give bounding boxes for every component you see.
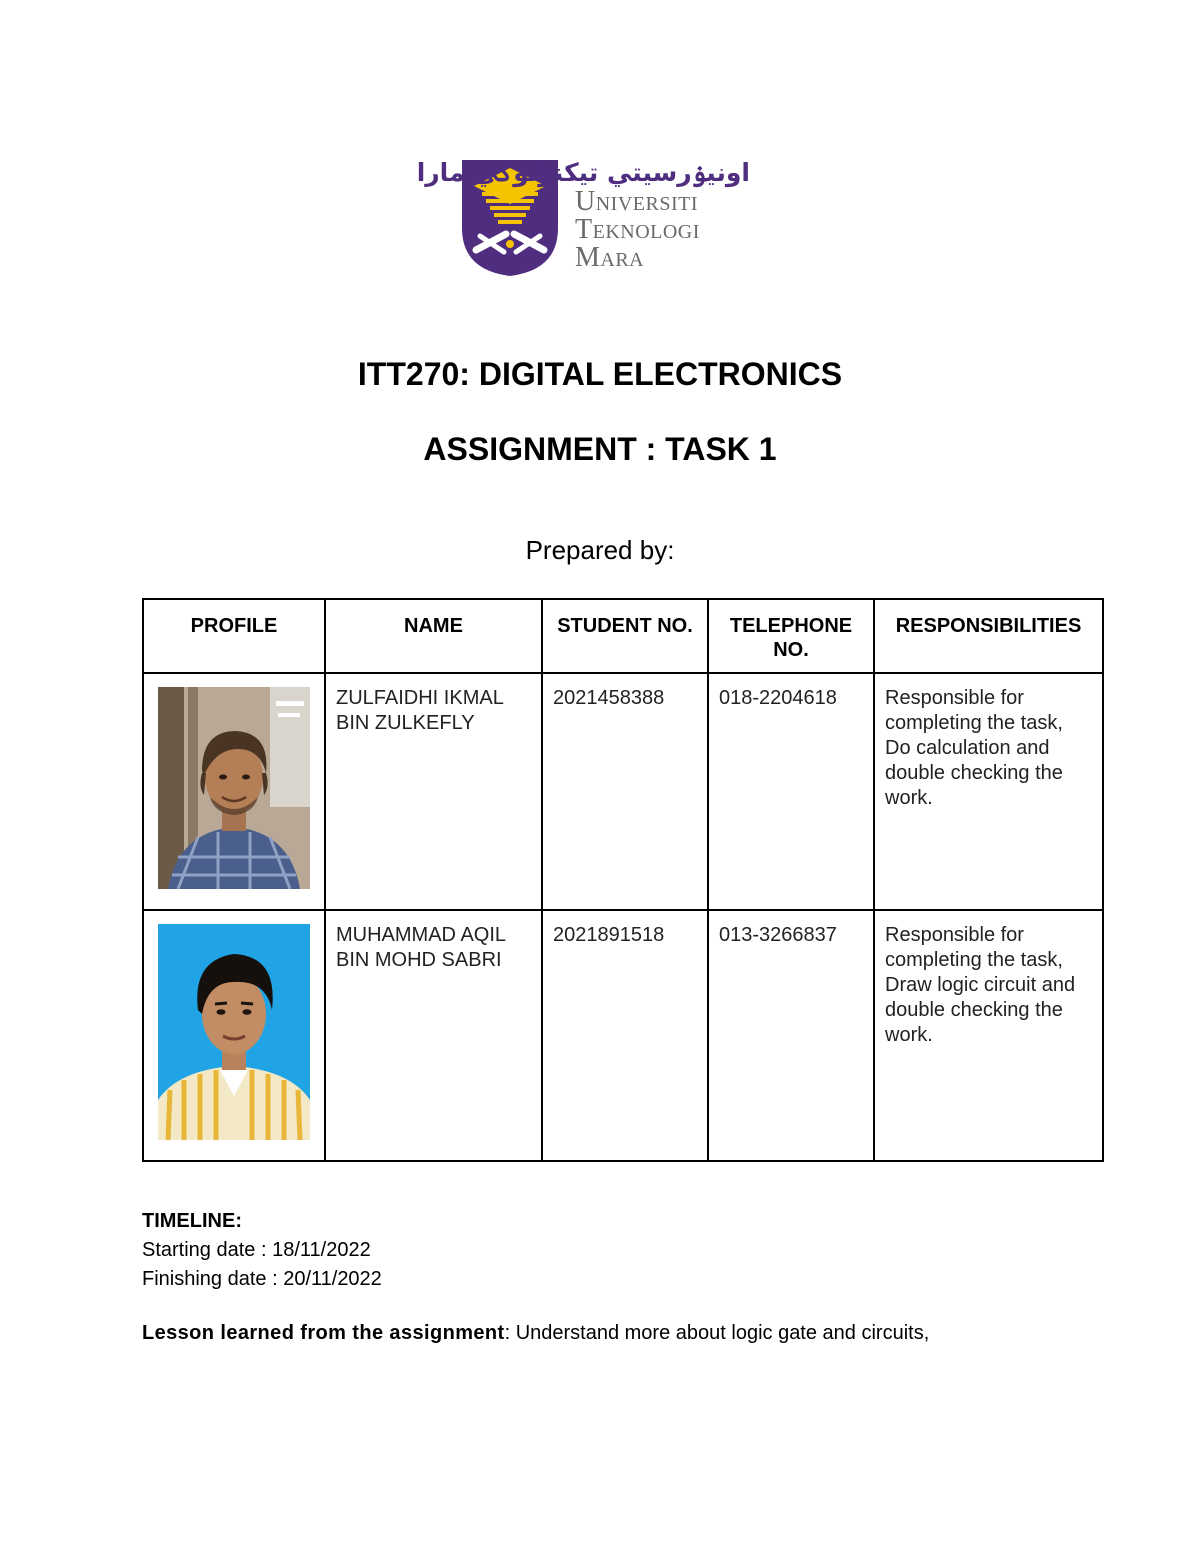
- member-responsibilities: Responsible for completing the task, Draw logic circuit and double checking the work.: [874, 910, 1103, 1161]
- lesson-text: : Understand more about logic gate and circuits,: [504, 1322, 930, 1344]
- assignment-title: ASSIGNMENT : TASK 1: [423, 431, 777, 467]
- table-row: [143, 910, 1103, 1161]
- logo-arabic-text: اونيۏرسيتي تيكنولوݢي مارا: [416, 158, 750, 187]
- member-responsibilities: Responsible for completing the task, Do calculation and double checking the work.: [874, 673, 1103, 910]
- profile-cell: [143, 910, 325, 1161]
- member-telephone: 018-2204618: [708, 673, 874, 910]
- logo-name-line-1: Universiti: [575, 186, 698, 217]
- member-telephone: 013-3266837: [708, 910, 874, 1161]
- header-telephone-no: TELEPHONE NO.: [708, 599, 874, 673]
- header-student-no: STUDENT NO.: [542, 599, 708, 673]
- course-title: ITT270: DIGITAL ELECTRONICS: [357, 356, 843, 392]
- logo-name-line-2: Teknologi: [575, 214, 700, 245]
- profile-photo-1: [158, 687, 310, 889]
- table-row: [143, 673, 1103, 910]
- logo-name-line-3: Mara: [575, 242, 645, 273]
- member-student-no: 2021891518: [542, 910, 708, 1161]
- lesson-learned: [142, 1322, 929, 1345]
- timeline-finish-date: Finishing date : 20/11/2022: [142, 1268, 382, 1290]
- uitm-logo: [416, 158, 750, 278]
- timeline-heading: TIMELINE:: [142, 1210, 242, 1232]
- profile-photo-2: [158, 924, 310, 1140]
- profile-cell: [143, 673, 325, 910]
- header-profile: PROFILE: [143, 599, 325, 673]
- lesson-label: Lesson learned from the assignment: [142, 1322, 505, 1344]
- timeline-section: [142, 1207, 382, 1294]
- prepared-by-label: Prepared by:: [525, 535, 675, 565]
- member-name: ZULFAIDHI IKMAL BIN ZULKEFLY: [325, 673, 542, 910]
- header-responsibilities: RESPONSIBILITIES: [874, 599, 1103, 673]
- member-student-no: 2021458388: [542, 673, 708, 910]
- members-table: [142, 598, 1104, 1162]
- timeline-start-date: Starting date : 18/11/2022: [142, 1239, 371, 1261]
- table-header-row: [143, 599, 1103, 673]
- member-name: MUHAMMAD AQIL BIN MOHD SABRI: [325, 910, 542, 1161]
- header-name: NAME: [325, 599, 542, 673]
